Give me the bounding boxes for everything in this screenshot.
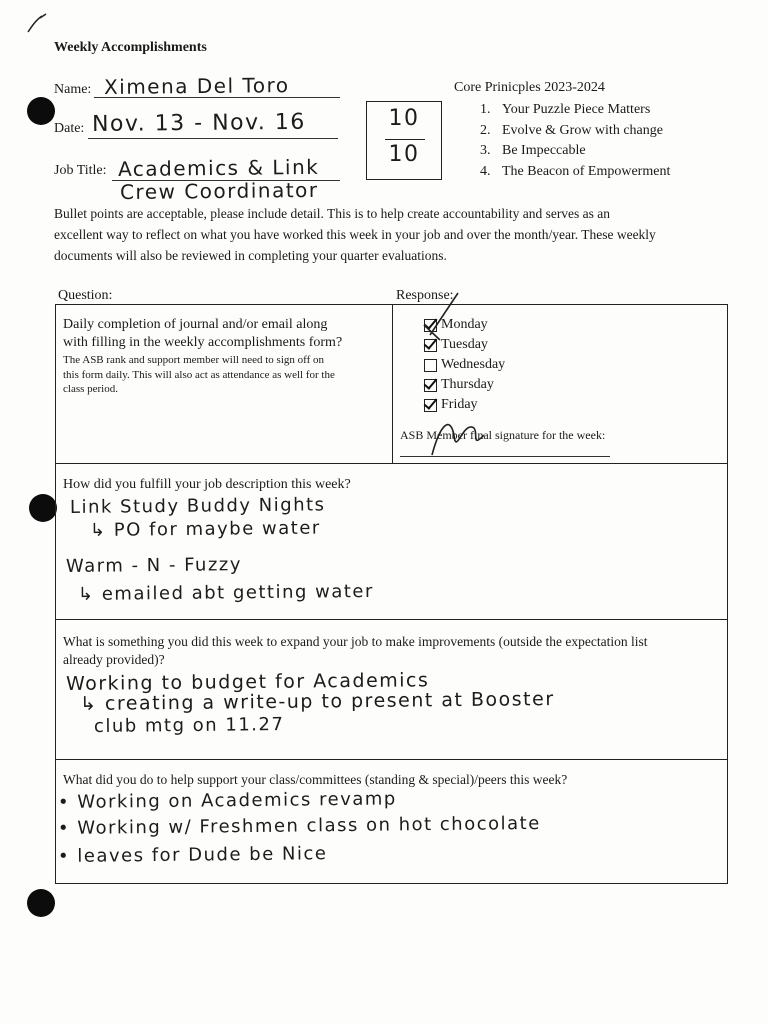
instructions-line-3: documents will also be reviewed in completing your quarter evaluations. (54, 248, 447, 263)
q4-question: What did you do to help support your class/committees (standing & special)/peers this week? (63, 772, 568, 787)
date-label: Date: (54, 121, 85, 136)
core-principles-list (480, 100, 670, 182)
core-principle-item: 3. Be Impeccable (480, 143, 586, 158)
row-divider (55, 619, 728, 620)
q3-answer-1: Working to budget for Academics (65, 669, 430, 695)
column-divider (392, 304, 393, 463)
day-thursday[interactable]: Thursday (424, 375, 505, 395)
punch-hole-bottom (27, 889, 55, 917)
q2-answer-1: Link Study Buddy Nights (69, 494, 326, 518)
q2-question: How did you fulfill your job description this week? (63, 477, 351, 492)
punch-hole-top (27, 97, 55, 125)
core-principles-heading: Core Prinicples 2023-2024 (454, 80, 605, 95)
q1-note-line-1: The ASB rank and support member will need to sign off on (63, 354, 325, 366)
q3-answer-3: club mtg on 11.27 (93, 714, 285, 737)
corner-pen-mark (26, 10, 56, 40)
row-divider (55, 759, 728, 760)
q1-question (63, 316, 342, 352)
instructions-line-1: Bullet points are acceptable, please include detail. This is to help create accountability and serves as an (54, 206, 611, 221)
name-value: Ximena Del Toro (103, 73, 290, 99)
day-wednesday[interactable]: Wednesday (424, 355, 505, 375)
q2-answer-2: ↳ PO for maybe water (89, 517, 321, 541)
date-value: Nov. 13 - Nov. 16 (91, 109, 306, 137)
instructions (54, 203, 656, 266)
q4-answer-2: • Working w/ Freshmen class on hot chocolate (57, 812, 541, 839)
q1-note-line-3: class period. (63, 383, 118, 395)
day-monday[interactable]: Monday (424, 315, 505, 335)
score-denominator: 10 (388, 142, 420, 167)
q1-title-line-1: Daily completion of journal and/or email along (63, 317, 328, 332)
form-title: Weekly Accomplishments (54, 40, 207, 55)
q4-answer-3: • leaves for Dude be Nice (57, 843, 328, 867)
q1-note-line-2: this form daily. This will also act as attendance as well for the (63, 368, 335, 381)
q3-answer-2: ↳ creating a write-up to present at Booster (79, 688, 555, 715)
score-divider (385, 139, 425, 140)
instructions-line-2: excellent way to reflect on what you have worked this week in your job and over the month/year. These weekly (54, 227, 656, 242)
punch-hole-middle (29, 494, 57, 522)
day-tuesday[interactable]: Tuesday (424, 335, 505, 355)
signature-label: ASB Member final signature for the week: (400, 428, 606, 442)
core-principle-item: 4. The Beacon of Empowerment (480, 163, 671, 179)
q2-answer-4: ↳ emailed abt getting water (77, 580, 374, 605)
q2-answer-3: Warm - N - Fuzzy (65, 554, 243, 577)
score-box (366, 101, 442, 180)
q3-question (63, 633, 648, 669)
question-header: Question: (58, 288, 113, 303)
q4-answer-1: • Working on Academics revamp (57, 788, 397, 813)
q3-question-line-1: What is something you did this week to expand your job to make improvements (outside the expectation list (63, 634, 648, 649)
day-friday[interactable]: Friday (424, 395, 505, 415)
q3-question-line-2: already provided)? (63, 652, 165, 667)
q1-title-line-2: with filling in the weekly accomplishments form? (63, 335, 343, 350)
core-principle-item: 1. Your Puzzle Piece Matters (480, 102, 651, 117)
core-principle-item: 2. Evolve & Grow with change (480, 122, 663, 138)
row-divider (55, 463, 728, 464)
job-title-value-line1: Academics & Link (117, 154, 320, 181)
job-title-label: Job Title: (54, 163, 107, 178)
q1-note (63, 353, 335, 397)
score-numerator: 10 (388, 106, 420, 131)
name-label: Name: (54, 82, 92, 97)
signature-scribble (410, 285, 500, 465)
response-header: Response: (396, 288, 454, 303)
date-line (88, 138, 338, 139)
job-title-value-line2: Crew Coordinator (119, 177, 319, 204)
